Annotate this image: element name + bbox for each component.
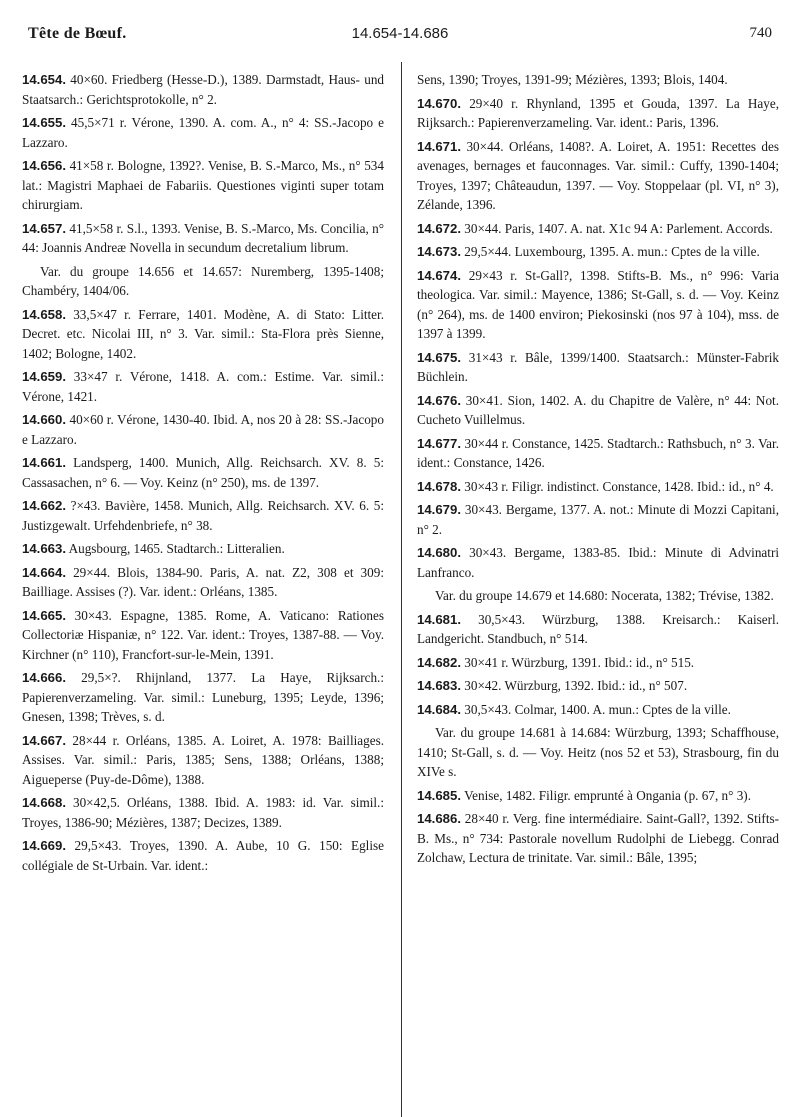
entry-text: 30×44. Paris, 1407. A. nat. X1c 94 A: Parlement. Accords. [464, 220, 773, 236]
entry-text: 30×44 r. Constance, 1425. Stadtarch.: Rathsbuch, n° 3. Var. ident.: Constance, 1426. [417, 435, 779, 470]
entry-text: 29×40 r. Rhynland, 1395 et Gouda, 1397. La Haye, Rijksarch.: Papierenverzameling. Var. ident.: Paris, 1396. [417, 95, 780, 130]
entry-number: 14.679. [417, 502, 461, 517]
entry-number: 14.657. [22, 220, 66, 236]
entry-number: 14.676. [417, 392, 461, 408]
catalog-entry [417, 434, 779, 473]
entry-text: Landsperg, 1400. Munich, Allg. Reichsarch. XV. 8. 5: Cassasachen, n° 6. — Voy. Keinz (n° 250), ms. de 1397. [22, 455, 384, 490]
entry-text: 29,5×?. Rhijnland, 1377. La Haye, Rijksarch.: Papierenverzameling. Var. simil.: Luneburg, 1395; Leyde, 1396; Gnesen, 1398; Trèves, s. d. [22, 670, 384, 724]
entry-text: 30×43. Espagne, 1385. Rome, A. Vaticano: Rationes Collectoriæ Hispaniæ, n° 122. Var. ident.: Troyes, 1387-88. — Voy. Kirchner (n° 110), Francfort-sur-le-Mein, 1391. [22, 607, 385, 662]
entry-text: 29,5×44. Luxembourg, 1395. A. mun.: Cptes de la ville. [464, 244, 760, 259]
entry-number: 14.672. [417, 220, 461, 236]
catalog-entry [22, 70, 384, 109]
catalog-entry [417, 219, 779, 239]
entry-number: 14.666. [22, 670, 66, 685]
catalog-entry [417, 786, 779, 806]
entry-number: 14.655. [22, 115, 66, 130]
catalog-entry [417, 653, 779, 673]
catalog-entry [22, 539, 384, 559]
catalog-entry [417, 94, 779, 133]
entry-number: 14.668. [22, 795, 66, 810]
catalog-entry [417, 348, 779, 387]
catalog-entry [22, 410, 384, 449]
catalog-entry [22, 731, 384, 790]
entry-text: 30×42,5. Orléans, 1388. Ibid. A. 1983: id. Var. simil.: Troyes, 1386-90; Mézières, 1387; Decizes, 1389. [22, 795, 385, 830]
entry-text: 28×40 r. Verg. fine intermédiaire. Saint-Gall?, 1392. Stifts-B. Ms., n° 734: Pastorale novellum Rudolphi de Liebegg. Conrad Zolchaw, Lectura de trinitate. Var. simil.: Bâle, 1395; [417, 811, 780, 865]
entry-continuation: Sens, 1390; Troyes, 1391-99; Mézières, 1393; Blois, 1404. [417, 72, 728, 87]
catalog-entry [417, 242, 779, 262]
catalog-entry [417, 137, 779, 215]
entry-text: 41×58 r. Bologne, 1392?. Venise, B. S.-Marco, Ms., n° 534 lat.: Magistri Maphaei de Fabariis. Questiones viginti super totam chirurgiam. [22, 158, 384, 212]
catalog-entry [22, 606, 384, 665]
right-column [417, 70, 779, 872]
entry-number: 14.660. [22, 412, 66, 427]
catalog-entry [417, 610, 779, 649]
entry-number: 14.682. [417, 654, 461, 670]
catalog-entry [22, 453, 384, 492]
entry-text: 30×41 r. Würzburg, 1391. Ibid.: id., n° 515. [464, 654, 695, 670]
entry-text: ?×43. Bavière, 1458. Munich, Allg. Reichsarch. XV. 6. 5: Justizgewalt. Urfehdenbriefe, n° 38. [22, 498, 385, 533]
entry-number: 14.686. [417, 811, 461, 826]
entry-text: 30×41. Sion, 1402. A. du Chapitre de Valère, n° 44: Not. Cucheto Vuillelmus. [417, 392, 779, 427]
catalog-entry [22, 156, 384, 215]
catalog-entry [22, 563, 384, 602]
entry-text: 30×44. Orléans, 1408?. A. Loiret, A. 1951: Recettes des avenages, bernages et fauconnages. Var. simil.: Cuffy, 1390-1404; Troyes, 1397; Châteaudun, 1397. — Voy. Stoppelaar (pl. VI, n° 3), Zélande, 1396. [417, 138, 779, 212]
catalog-entry [417, 391, 779, 430]
catalog-entry [417, 676, 779, 696]
catalog-entry [417, 700, 779, 720]
catalog-entry [417, 266, 779, 344]
page-header [0, 0, 800, 62]
entry-text: 30×43. Bergame, 1377. A. not.: Minute di Mozzi Capitani, n° 2. [417, 502, 780, 537]
entry-number: 14.677. [417, 435, 461, 451]
entry-number: 14.673. [417, 244, 461, 259]
entry-number: 14.685. [417, 787, 461, 803]
entry-text: 33×47 r. Vérone, 1418. A. com.: Estime. Var. simil.: Vérone, 1421. [22, 369, 384, 404]
entry-number: 14.659. [22, 369, 66, 384]
group-variant-note: Var. du groupe 14.679 et 14.680: Nocerata, 1382; Trévise, 1382. [435, 588, 774, 603]
entry-number: 14.681. [417, 611, 461, 627]
entry-number: 14.656. [22, 158, 66, 173]
group-variant-note: Var. du groupe 14.681 à 14.684: Würzburg, 1393; Schaffhouse, 1410; St-Gall, s. d. — Voy. Heitz (nos 52 et 53), Strasbourg, fin du XIVe s. [417, 725, 779, 779]
entry-text: Augsbourg, 1465. Stadtarch.: Litteralien. [68, 541, 285, 556]
entry-text: 30,5×43. Würzburg, 1388. Kreisarch.: Kaiserl. Landgericht. Standbuch, n° 514. [417, 611, 780, 646]
entry-text: 33,5×47 r. Ferrare, 1401. Modène, A. di Stato: Litter. Decret. etc. Nicolai III, n° 3. Var. simil.: Sta-Flora près Sienne, 1402; Bologne, 1402. [22, 306, 384, 361]
entry-range: 14.654-14.686 [351, 25, 449, 42]
entry-text: 30×43. Bergame, 1383-85. Ibid.: Minute di Advinatri Lanfranco. [417, 545, 780, 580]
entry-text: 31×43 r. Bâle, 1399/1400. Staatsarch.: Münster-Fabrik Büchlein. [417, 349, 779, 384]
entry-text: 40×60 r. Vérone, 1430-40. Ibid. A, nos 20 à 28: SS.-Jacopo e Lazzaro. [22, 412, 384, 447]
entry-number: 14.664. [22, 564, 66, 580]
entry-number: 14.670. [417, 95, 461, 111]
catalog-entry [22, 793, 384, 832]
entry-number: 14.658. [22, 306, 66, 322]
catalog-entry [22, 367, 384, 406]
entry-number: 14.683. [417, 678, 461, 693]
entry-text: 28×44 r. Orléans, 1385. A. Loiret, A. 1978: Bailliages. Assises. Var. simil.: Paris, 1385; Sens, 1388; Orléans, 1388; Aigueperse (Puy-de-Dôme), 1388. [22, 732, 385, 787]
entry-text: 30×42. Würzburg, 1392. Ibid.: id., n° 507. [464, 678, 688, 693]
entry-text: 41,5×58 r. S.l., 1393. Venise, B. S.-Marco, Ms. Concilia, n° 44: Joannis Andreæ Novella in secundum decretalium librum. [22, 220, 384, 255]
running-title: Tête de Bœuf. [28, 25, 127, 42]
entry-text: 30,5×43. Colmar, 1400. A. mun.: Cptes de la ville. [464, 701, 731, 717]
catalog-entry [417, 809, 779, 868]
entry-number: 14.678. [417, 478, 461, 494]
entry-number: 14.665. [22, 607, 66, 623]
entry-number: 14.684. [417, 701, 461, 717]
entry-text: 29×43 r. St-Gall?, 1398. Stifts-B. Ms., n° 996: Varia theologica. Var. simil.: Mayence, 1386; St-Gall, s. d. — Voy. Keinz (n° 264), ms. de 1400 environ; Piekosinski (nos 97 à 104), mss. de 1397 à 1399. [417, 267, 780, 341]
entry-text: 29,5×43. Troyes, 1390. A. Aube, 10 G. 150: Eglise collégiale de St-Urbain. Var. ident.: [22, 838, 384, 873]
entry-number: 14.675. [417, 349, 461, 365]
catalog-entry [22, 219, 384, 258]
entry-number: 14.667. [22, 732, 66, 748]
group-variant-note: Var. du groupe 14.656 et 14.657: Nuremberg, 1395-1408; Chambéry, 1404/06. [22, 263, 384, 298]
catalog-entry [417, 543, 779, 582]
entry-text: 40×60. Friedberg (Hesse-D.), 1389. Darmstadt, Haus- und Staatsarch.: Gerichtsprotokolle, n° 2. [22, 72, 385, 107]
entry-number: 14.663. [22, 541, 66, 556]
left-column [22, 70, 384, 879]
entry-number: 14.654. [22, 72, 66, 87]
catalog-entry [22, 668, 384, 727]
entry-number: 14.669. [22, 838, 66, 853]
entry-number: 14.662. [22, 498, 66, 513]
catalog-entry [22, 113, 384, 152]
entry-text: 45,5×71 r. Vérone, 1390. A. com. A., n° 4: SS.-Jacopo e Lazzaro. [22, 115, 385, 150]
entry-text: 30×43 r. Filigr. indistinct. Constance, 1428. Ibid.: id., n° 4. [464, 478, 774, 494]
catalog-entry [417, 500, 779, 539]
entry-number: 14.680. [417, 545, 461, 560]
catalog-entry [22, 836, 384, 875]
entry-text: Venise, 1482. Filigr. emprunté à Ongania (p. 67, n° 3). [464, 787, 751, 803]
entry-text: 29×44. Blois, 1384-90. Paris, A. nat. Z2, 308 et 309: Bailliage. Assises (?). Var. ident.: Orléans, 1385. [22, 564, 384, 599]
entry-number: 14.674. [417, 267, 461, 283]
page-number: 740 [749, 25, 772, 41]
catalog-entry [22, 496, 384, 535]
catalog-entry [417, 477, 779, 497]
entry-number: 14.671. [417, 138, 461, 154]
catalog-entry [22, 305, 384, 364]
column-divider [401, 62, 402, 1117]
entry-number: 14.661. [22, 455, 66, 470]
